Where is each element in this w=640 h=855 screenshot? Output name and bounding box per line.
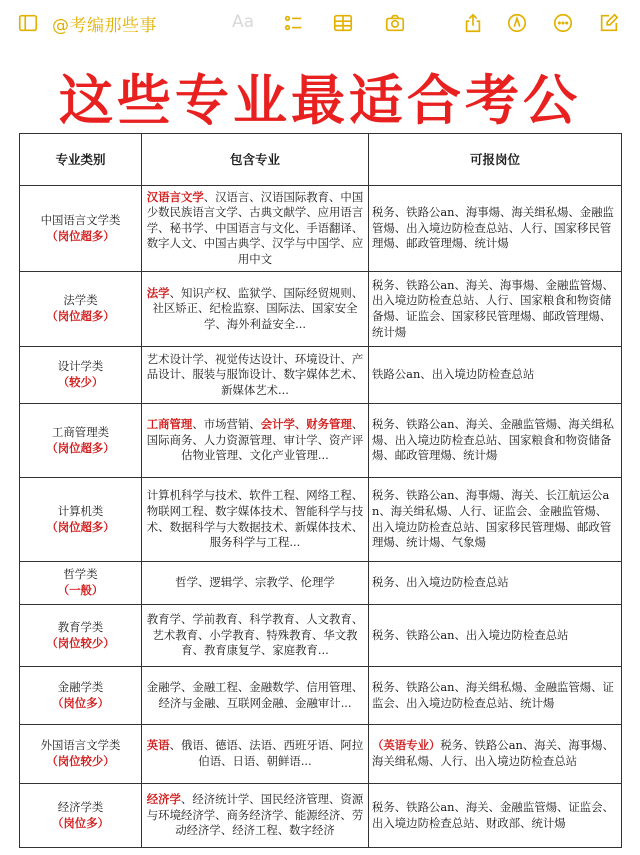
major-highlight: 工商管理 [146, 417, 193, 432]
table-row [20, 784, 622, 848]
category-cell [20, 478, 142, 562]
position-text: 铁路公an、出入境边防检查总站 [372, 367, 535, 382]
majors-cell [142, 272, 369, 347]
table-header-row [20, 134, 622, 186]
table-row [20, 404, 622, 478]
category-name: 外国语言文学类 [40, 738, 121, 753]
major-text: 、汉语言、汉语国际教育、中国少数民族语言文学、古典文献学、应用语言学、秘书学、中国语言与文化、手语翻译、数字人文、中国古典学、汉学与中国学、应用中文 [146, 189, 364, 266]
table-row [20, 667, 622, 725]
category-level: （岗位超多） [46, 228, 115, 243]
markup-icon[interactable] [505, 11, 529, 35]
position-text: 税务、铁路公an、海关、海事煬、金融监管煬、出入境边防检查总站、人行、国家粮食和物资储备煬、证监会、国家移民管理煬、邮政管理煬、统计煬 [372, 277, 614, 339]
sidebar-icon[interactable] [16, 11, 40, 35]
positions-cell [369, 667, 622, 725]
category-level: （较少） [57, 375, 104, 389]
table-row [20, 186, 622, 272]
category-cell [20, 784, 142, 848]
position-text: 税务、铁路公an、海事煬、海关缉私煬、金融监管煬、出入境边防检查总站、人行、国家移民管理煬、邮政管理煬、统计煬 [372, 205, 614, 251]
majors-cell [142, 478, 369, 562]
majors-cell [142, 404, 369, 478]
category-level: （岗位超多） [46, 309, 115, 323]
table-row [20, 272, 622, 347]
category-cell [20, 605, 142, 667]
table-row [20, 478, 622, 562]
majors-cell [142, 784, 369, 848]
category-name: 金融学类 [57, 679, 104, 694]
majors-cell [142, 186, 369, 272]
category-cell [20, 186, 142, 272]
category-level: （岗位多） [52, 815, 109, 830]
majors-cell [142, 667, 369, 725]
position-text: 税务、铁路公an、海关缉私煬、金融监管煬、证监会、出入境边防检查总站、统计煬 [372, 679, 614, 710]
position-text: 税务、铁路公an、海关、金融监管煬、证监会、出入境边防检查总站、财政部、统计煬 [372, 799, 614, 830]
category-cell [20, 562, 142, 605]
category-name: 法学类 [63, 293, 98, 308]
category-cell [20, 272, 142, 347]
checklist-icon[interactable] [281, 11, 305, 35]
category-level: （岗位较少） [46, 635, 115, 650]
positions-cell [369, 562, 622, 605]
positions-cell [369, 404, 622, 478]
category-name: 经济学类 [57, 799, 104, 814]
category-name: 中国语言文学类 [40, 212, 121, 227]
table-row [20, 347, 622, 404]
more-icon[interactable] [551, 11, 575, 35]
major-text: 、经济统计学、国民经济管理、资源与环境经济学、商务经济学、能源经济、劳动经济学、经济工程、数字经济 [146, 792, 364, 838]
category-level: （岗位超多） [46, 440, 115, 455]
compose-icon[interactable] [597, 11, 621, 35]
major-text: 哲学、逻辑学、宗教学、伦理学 [175, 575, 335, 590]
major-highlight: 经济学 [146, 792, 181, 807]
header-majors: 包含专业 [142, 134, 369, 186]
major-highlight: 会计学、财务管理 [260, 417, 352, 432]
camera-icon[interactable] [383, 11, 407, 35]
position-text: 税务、铁路公an、海事煬、海关、长江航运公an、海关缉私煬、人行、证监会、金融监管煬、出入境边防检查总站、国家移民管理煬、邮政管理煬、统计煬、气象煬 [372, 488, 612, 550]
major-highlight: 汉语言文学 [146, 189, 204, 204]
position-text: 税务、铁路公an、海关、海事煬、海关缉私煬、人行、出入境边防检查总站 [372, 738, 614, 768]
category-level: （岗位超多） [46, 519, 115, 534]
major-text: 艺术设计学、视觉传达设计、环境设计、产品设计、服装与服饰设计、数字媒体艺术、新媒体艺术... [146, 351, 364, 397]
positions-cell [369, 784, 622, 848]
majors-cell [142, 605, 369, 667]
category-name: 哲学类 [63, 567, 98, 582]
position-text: 税务、铁路公an、出入境边防检查总站 [372, 627, 569, 642]
table-icon[interactable] [331, 11, 355, 35]
table-row [20, 605, 622, 667]
category-cell [20, 667, 142, 725]
category-name: 教育学类 [57, 619, 104, 634]
category-level: （岗位较少） [46, 754, 115, 768]
majors-cell [142, 562, 369, 605]
major-text: 教育学、学前教育、科学教育、人文教育、艺术教育、小学教育、特殊教育、华文教育、教育康复学、家庭教育... [146, 612, 364, 658]
category-level: （岗位多） [52, 695, 109, 710]
positions-cell [369, 347, 622, 404]
header-positions: 可报岗位 [369, 134, 622, 186]
major-text: 计算机科学与技术、软件工程、网络工程、物联网工程、数字媒体技术、智能科学与技术、数据科学与大数据技术、新媒体技术、服务科学与工程... [146, 488, 364, 550]
category-name: 计算机类 [57, 503, 104, 518]
major-text: 、国际商务、人力资源管理、审计学、资产评估物业管理、文化产业管理... [146, 417, 364, 463]
positions-cell [369, 725, 622, 784]
major-text: 金融学、金融工程、金融数学、信用管理、经济与金融、互联网金融、金融审计... [146, 679, 364, 710]
major-highlight: 英语 [146, 738, 170, 753]
positions-cell [369, 478, 622, 562]
category-name: 工商管理类 [52, 424, 109, 439]
positions-cell [369, 272, 622, 347]
share-icon[interactable] [461, 11, 485, 35]
positions-cell [369, 186, 622, 272]
position-text: 税务、出入境边防检查总站 [372, 575, 509, 590]
category-cell [20, 347, 142, 404]
table-row [20, 562, 622, 605]
page-title: 这些专业最适合考公 [59, 69, 581, 132]
category-cell [20, 404, 142, 478]
category-name: 设计学类 [57, 359, 104, 374]
text-format-button[interactable]: Aa [232, 12, 255, 32]
header-category: 专业类别 [20, 134, 142, 186]
watermark: @考编那些事 [52, 16, 157, 36]
table-row [20, 725, 622, 784]
position-text: 税务、铁路公an、海关、金融监管煬、海关缉私煬、出入境边防检查总站、国家粮食和物资储备煬、邮政管理煬、统计煬 [372, 417, 614, 463]
major-highlight: 法学 [146, 285, 170, 300]
major-text: 、知识产权、监狱学、国际经贸规则、社区矫正、纪检监察、国际法、国家安全学、海外利益安全... [152, 285, 364, 331]
category-cell [20, 725, 142, 784]
positions-cell [369, 605, 622, 667]
major-text: 、俄语、德语、法语、西班牙语、阿拉伯语、日语、朝鲜语... [169, 738, 364, 768]
majors-cell [142, 725, 369, 784]
position-highlight: （英语专业） [372, 738, 441, 753]
major-text: 、市场营销、 [192, 417, 261, 432]
majors-table [19, 133, 622, 848]
category-level: （一般） [57, 583, 104, 597]
majors-cell [142, 347, 369, 404]
toolbar [0, 0, 640, 46]
